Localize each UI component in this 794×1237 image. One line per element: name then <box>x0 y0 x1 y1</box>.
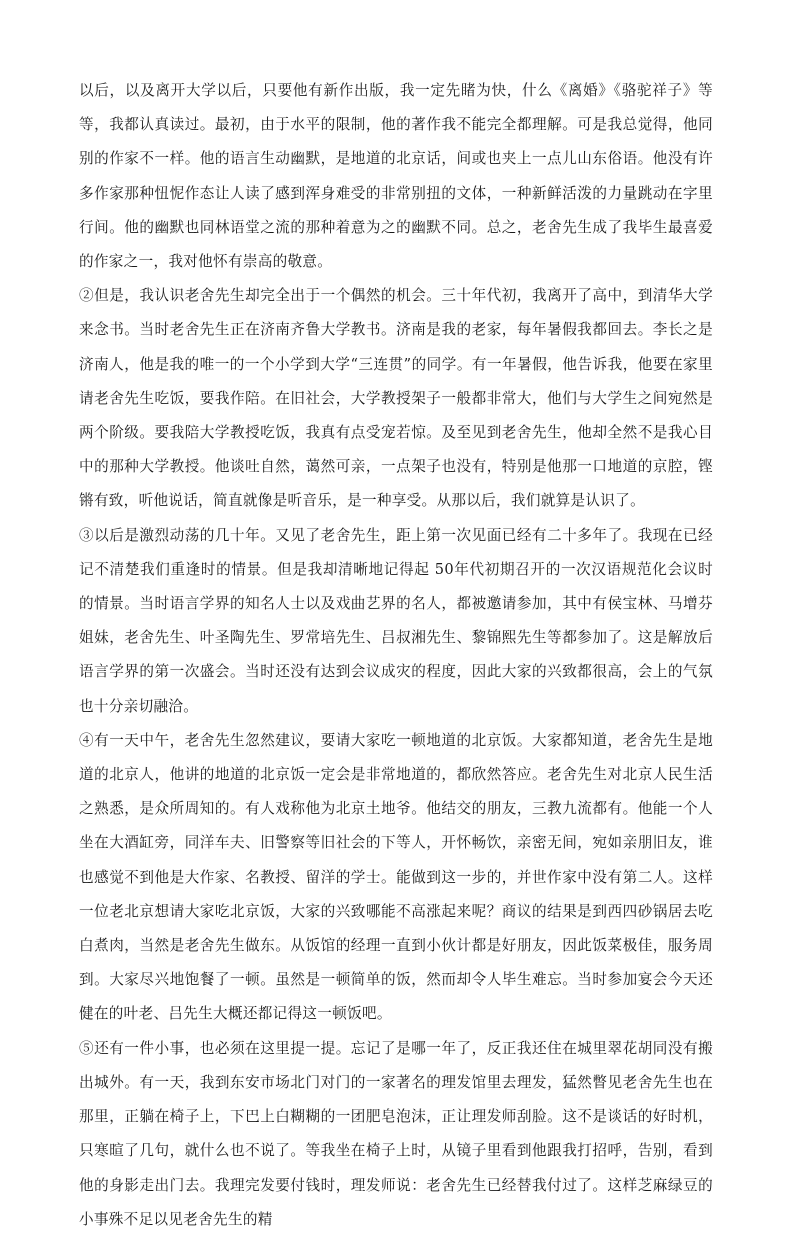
paragraph-3: ③以后是激烈动荡的几十年。又见了老舍先生，距上第一次见面已经有二十多年了。我现在已经记不清楚我们重逢时的情景。但是我却清晰地记得起 50年代初期召开的一次汉语规范化会议时的情景。当时语言学界的知名人士以及戏曲艺界的名人，都被邀请参加，其中有侯宝林、马增芬姐妹，老舍先生、叶圣陶先生、罗常培先生、吕叔湘先生、黎锦熙先生等都参加了。这是解放后语言学界的第一次盛会。当时还没有达到会议成灾的程度，因此大家的兴致都很高，会上的气氛也十分亲切融洽。 <box>79 526 713 715</box>
document-body <box>79 74 713 1237</box>
paragraph-2: ②但是，我认识老舍先生却完全出于一个偶然的机会。三十年代初，我离开了高中，到清华大学来念书。当时老舍先生正在济南齐鲁大学教书。济南是我的老家，每年暑假我都回去。李长之是济南人，他是我的唯一的一个小学到大学“三连贯”的同学。有一年暑假，他告诉我，他要在家里请老舍先生吃饭，要我作陪。在旧社会，大学教授架子一般都非常大，他们与大学生之间宛然是两个阶级。要我陪大学教授吃饭，我真有点受宠若惊。及至见到老舍先生，他却全然不是我心目中的那种大学教授。他谈吐自然，蔼然可亲，一点架子也没有，特别是他那一口地道的京腔，铿锵有致，听他说话，简直就像是听音乐，是一种享受。从那以后，我们就算是认识了。 <box>79 287 713 510</box>
paragraph-1: 以后，以及离开大学以后，只要他有新作出版，我一定先睹为快，什么《离婚》《骆驼祥子》等等，我都认真读过。最初，由于水平的限制，他的著作我不能完全都理解。可是我总觉得，他同别的作家不一样。他的语言生动幽默，是地道的北京话，间或也夹上一点儿山东俗语。他没有许多作家那种忸怩作态让人读了感到浑身难受的非常别扭的文体，一种新鲜活泼的力量跳动在字里行间。他的幽默也同林语堂之流的那种着意为之的幽默不同。总之，老舍先生成了我毕生最喜爱的作家之一，我对他怀有崇高的敬意。 <box>79 82 713 271</box>
paragraph-4: ④有一天中午，老舍先生忽然建议，要请大家吃一顿地道的北京饭。大家都知道，老舍先生是地道的北京人，他讲的地道的北京饭一定会是非常地道的，都欣然答应。老舍先生对北京人民生活之熟悉，是众所周知的。有人戏称他为北京土地爷。他结交的朋友，三教九流都有。他能一个人坐在大酒缸旁，同洋车夫、旧警察等旧社会的下等人，开怀畅饮，亲密无间，宛如亲朋旧友，谁也感觉不到他是大作家、名教授、留洋的学士。能做到这一步的，并世作家中没有第二人。这样一位老北京想请大家吃北京饭，大家的兴致哪能不高涨起来呢？商议的结果是到西四砂锅居去吃白煮肉，当然是老舍先生做东。从饭馆的经理一直到小伙计都是好朋友，因此饭菜极佳，服务周到。大家尽兴地饱餐了一顿。虽然是一顿简单的饭，然而却令人毕生难忘。当时参加宴会今天还健在的叶老、吕先生大概还都记得这一顿饭吧。 <box>79 731 713 1023</box>
paragraph-5: ⑤还有一件小事，也必须在这里提一提。忘记了是哪一年了，反正我还住在城里翠花胡同没有搬出城外。有一天，我到东安市场北门对门的一家著名的理发馆里去理发，猛然瞥见老舍先生也在那里，正躺在椅子上，下巴上白糊糊的一团肥皂泡沫，正让理发师刮脸。这不是谈话的好时机，只寒暄了几句，就什么也不说了。等我坐在椅子上时，从镜子里看到他跟我打招呼，告别，看到他的身影走出门去。我理完发要付钱时，理发师说：老舍先生已经替我付过了。这样芝麻绿豆的小事殊不足以见老舍先生的精 <box>79 1039 713 1228</box>
